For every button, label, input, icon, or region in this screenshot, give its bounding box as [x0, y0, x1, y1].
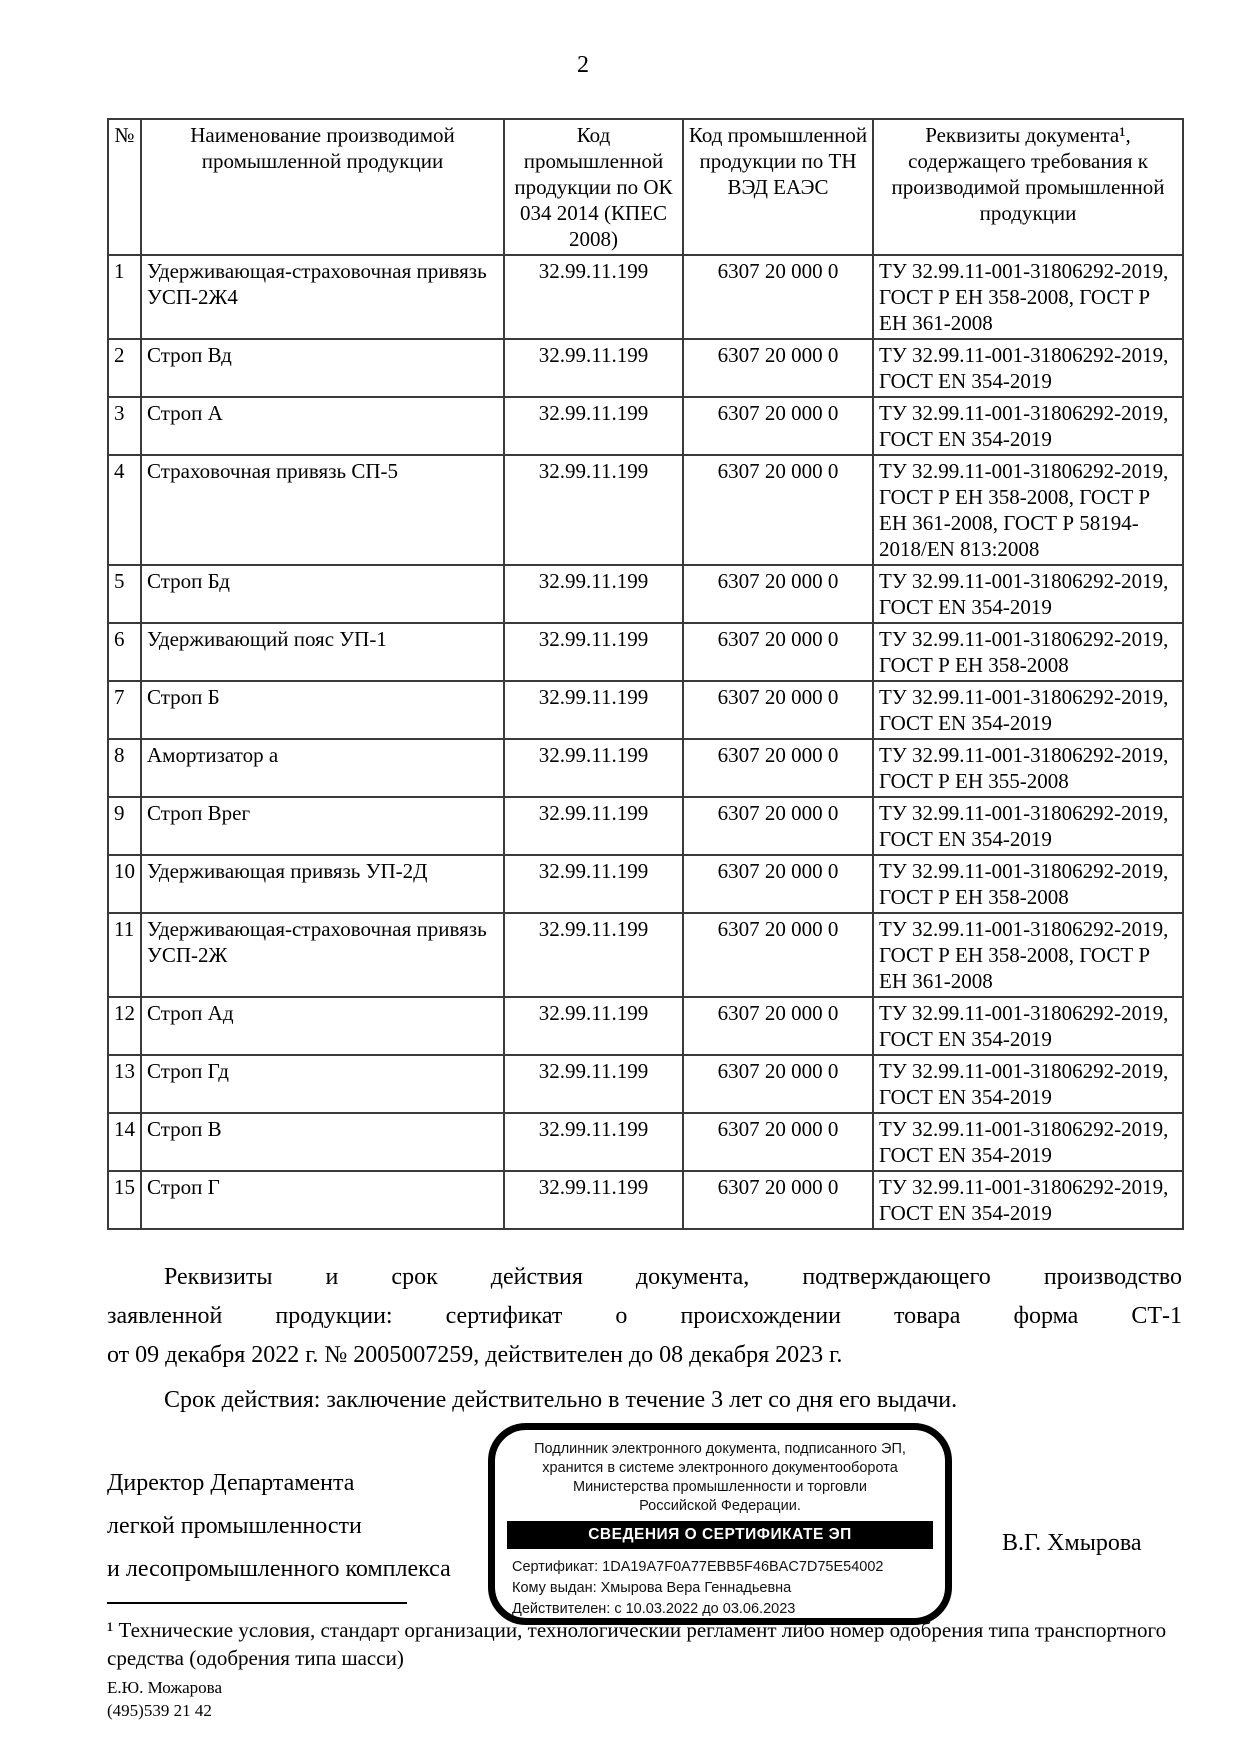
cell-code-okpd: 32.99.11.199	[504, 455, 683, 565]
table-header	[108, 119, 1183, 255]
cell-num: 12	[108, 997, 141, 1055]
director-title-line-1: Директор Департамента	[107, 1470, 355, 1496]
cell-code-tnved: 6307 20 000 0	[683, 739, 873, 797]
cell-name: Строп Г	[141, 1171, 504, 1229]
paragraph-certificate	[107, 1258, 1182, 1375]
page-number: 2	[577, 52, 589, 78]
cell-name: Строп А	[141, 397, 504, 455]
stamp-certificate-details	[512, 1557, 945, 1620]
cell-code-okpd: 32.99.11.199	[504, 339, 683, 397]
cell-requisites: ТУ 32.99.11-001-31806292-2019, ГОСТ Р ЕН 358-2008, ГОСТ Р ЕН 361-2008	[873, 913, 1183, 997]
cell-code-okpd: 32.99.11.199	[504, 681, 683, 739]
cell-code-okpd: 32.99.11.199	[504, 565, 683, 623]
cell-code-tnved: 6307 20 000 0	[683, 855, 873, 913]
stamp-certificate-details-line-2: Кому выдан: Хмырова Вера Геннадьевна	[512, 1580, 792, 1596]
cell-name: Удерживающая-страховочная привязь УСП-2Ж4	[141, 255, 504, 339]
cell-code-okpd: 32.99.11.199	[504, 255, 683, 339]
cell-num: 2	[108, 339, 141, 397]
cell-requisites: ТУ 32.99.11-001-31806292-2019, ГОСТ EN 354-2019	[873, 565, 1183, 623]
cell-num: 13	[108, 1055, 141, 1113]
stamp-header-text-line-3: Министерства промышленности и торговли	[573, 1479, 867, 1495]
cell-num: 11	[108, 913, 141, 997]
cell-requisites: ТУ 32.99.11-001-31806292-2019, ГОСТ EN 354-2019	[873, 397, 1183, 455]
cell-num: 10	[108, 855, 141, 913]
footnote-line-2: средства (одобрения типа шасси)	[107, 1646, 404, 1670]
director-title-line-2: легкой промышленности	[107, 1513, 362, 1539]
cell-requisites: ТУ 32.99.11-001-31806292-2019, ГОСТ EN 354-2019	[873, 1113, 1183, 1171]
cell-code-tnved: 6307 20 000 0	[683, 997, 873, 1055]
cell-num: 14	[108, 1113, 141, 1171]
contact-info-line-2: (495)539 21 42	[107, 1701, 212, 1720]
footnote-line-1: ¹ Технические условия, стандарт организации, технологический регламент либо номер одобрения типа транспортного	[107, 1618, 1167, 1642]
cell-name: Строп Гд	[141, 1055, 504, 1113]
stamp-header-text	[495, 1440, 945, 1516]
cell-requisites: ТУ 32.99.11-001-31806292-2019, ГОСТ Р ЕН 358-2008, ГОСТ Р ЕН 361-2008	[873, 255, 1183, 339]
cell-requisites: ТУ 32.99.11-001-31806292-2019, ГОСТ EN 354-2019	[873, 797, 1183, 855]
table-body	[108, 255, 1183, 1229]
stamp-certificate-details-line-3: Действителен: с 10.03.2022 до 03.06.2023	[512, 1601, 796, 1617]
footnote-separator	[107, 1602, 407, 1604]
director-title-line-3: и лесопромышленного комплекса	[107, 1556, 451, 1582]
cell-requisites: ТУ 32.99.11-001-31806292-2019, ГОСТ Р ЕН 358-2008, ГОСТ Р ЕН 361-2008, ГОСТ Р 58194-2018/EN 813:2008	[873, 455, 1183, 565]
cell-code-okpd: 32.99.11.199	[504, 623, 683, 681]
cell-num: 1	[108, 255, 141, 339]
cell-code-okpd: 32.99.11.199	[504, 997, 683, 1055]
cell-num: 15	[108, 1171, 141, 1229]
table-row	[108, 913, 1183, 997]
cell-requisites: ТУ 32.99.11-001-31806292-2019, ГОСТ Р ЕН 358-2008	[873, 623, 1183, 681]
products-table	[107, 118, 1184, 1230]
cell-name: Строп Вд	[141, 339, 504, 397]
cell-code-tnved: 6307 20 000 0	[683, 339, 873, 397]
cell-code-tnved: 6307 20 000 0	[683, 1055, 873, 1113]
cell-num: 3	[108, 397, 141, 455]
cell-name: Удерживающая-страховочная привязь УСП-2Ж	[141, 913, 504, 997]
cell-name: Амортизатор а	[141, 739, 504, 797]
cell-code-okpd: 32.99.11.199	[504, 1055, 683, 1113]
cell-code-tnved: 6307 20 000 0	[683, 623, 873, 681]
cell-requisites: ТУ 32.99.11-001-31806292-2019, ГОСТ EN 354-2019	[873, 339, 1183, 397]
paragraph-certificate-line-1: Реквизиты и срок действия документа, подтверждающего производство	[164, 1264, 1182, 1290]
stamp-certificate-details-line-1: Сертификат: 1DA19A7F0A77EBB5F46BAC7D75E54002	[512, 1559, 884, 1575]
table-row	[108, 397, 1183, 455]
cell-code-tnved: 6307 20 000 0	[683, 797, 873, 855]
contact-info	[107, 1676, 222, 1722]
stamp-header-text-line-4: Российской Федерации.	[639, 1498, 801, 1514]
cell-name: Строп Б	[141, 681, 504, 739]
cell-code-okpd: 32.99.11.199	[504, 855, 683, 913]
table-row	[108, 455, 1183, 565]
table-row	[108, 623, 1183, 681]
cell-code-tnved: 6307 20 000 0	[683, 681, 873, 739]
table-row	[108, 1171, 1183, 1229]
cell-requisites: ТУ 32.99.11-001-31806292-2019, ГОСТ EN 354-2019	[873, 1171, 1183, 1229]
cell-code-tnved: 6307 20 000 0	[683, 565, 873, 623]
cell-requisites: ТУ 32.99.11-001-31806292-2019, ГОСТ EN 354-2019	[873, 997, 1183, 1055]
header-requisites: Реквизиты документа¹, содержащего требования к производимой промышленной продукции	[873, 119, 1183, 255]
cell-name: Удерживающая привязь УП-2Д	[141, 855, 504, 913]
header-code-tnved: Код промышленной продукции по ТН ВЭД ЕАЭС	[683, 119, 873, 255]
cell-num: 5	[108, 565, 141, 623]
table-row	[108, 739, 1183, 797]
cell-requisites: ТУ 32.99.11-001-31806292-2019, ГОСТ Р ЕН 355-2008	[873, 739, 1183, 797]
stamp-header-text-line-1: Подлинник электронного документа, подписанного ЭП,	[534, 1441, 906, 1457]
signer-name: В.Г. Хмырова	[1002, 1530, 1142, 1556]
table-row	[108, 997, 1183, 1055]
paragraph-validity: Срок действия: заключение действительно в течение 3 лет со дня его выдачи.	[164, 1387, 958, 1413]
cell-code-tnved: 6307 20 000 0	[683, 913, 873, 997]
table-row	[108, 1055, 1183, 1113]
table-row	[108, 1113, 1183, 1171]
cell-num: 4	[108, 455, 141, 565]
cell-code-okpd: 32.99.11.199	[504, 913, 683, 997]
paragraph-certificate-line-3: от 09 декабря 2022 г. № 2005007259, действителен до 08 декабря 2023 г.	[107, 1342, 843, 1368]
stamp-certificate-banner: СВЕДЕНИЯ О СЕРТИФИКАТЕ ЭП	[507, 1521, 933, 1549]
cell-name: Строп Ад	[141, 997, 504, 1055]
cell-requisites: ТУ 32.99.11-001-31806292-2019, ГОСТ Р ЕН 358-2008	[873, 855, 1183, 913]
cell-num: 9	[108, 797, 141, 855]
cell-name: Строп Бд	[141, 565, 504, 623]
cell-code-tnved: 6307 20 000 0	[683, 1171, 873, 1229]
cell-num: 8	[108, 739, 141, 797]
header-num: №	[108, 119, 141, 255]
table-header-row	[108, 119, 1183, 255]
body-text	[107, 1258, 1182, 1420]
cell-name: Строп В	[141, 1113, 504, 1171]
table-row	[108, 565, 1183, 623]
electronic-signature-stamp	[488, 1423, 952, 1625]
cell-num: 7	[108, 681, 141, 739]
stamp-header-text-line-2: хранится в системе электронного документооборота	[542, 1460, 898, 1476]
table-row	[108, 855, 1183, 913]
table-row	[108, 797, 1183, 855]
cell-code-okpd: 32.99.11.199	[504, 739, 683, 797]
cell-num: 6	[108, 623, 141, 681]
table-row	[108, 255, 1183, 339]
cell-code-tnved: 6307 20 000 0	[683, 455, 873, 565]
cell-requisites: ТУ 32.99.11-001-31806292-2019, ГОСТ EN 354-2019	[873, 1055, 1183, 1113]
cell-code-okpd: 32.99.11.199	[504, 397, 683, 455]
cell-requisites: ТУ 32.99.11-001-31806292-2019, ГОСТ EN 354-2019	[873, 681, 1183, 739]
cell-name: Удерживающий пояс УП-1	[141, 623, 504, 681]
cell-code-tnved: 6307 20 000 0	[683, 1113, 873, 1171]
header-code-okpd: Код промышленной продукции по ОК 034 2014 (КПЕС 2008)	[504, 119, 683, 255]
cell-code-tnved: 6307 20 000 0	[683, 397, 873, 455]
table-row	[108, 339, 1183, 397]
cell-code-tnved: 6307 20 000 0	[683, 255, 873, 339]
cell-code-okpd: 32.99.11.199	[504, 1113, 683, 1171]
cell-name: Строп Врег	[141, 797, 504, 855]
paragraph-certificate-line-2: заявленной продукции: сертификат о происхождении товара форма СТ-1	[107, 1303, 1182, 1329]
cell-name: Страховочная привязь СП-5	[141, 455, 504, 565]
cell-code-okpd: 32.99.11.199	[504, 1171, 683, 1229]
director-title	[107, 1462, 451, 1591]
header-product-name: Наименование производимой промышленной продукции	[141, 119, 504, 255]
table-row	[108, 681, 1183, 739]
contact-info-line-1: Е.Ю. Можарова	[107, 1678, 223, 1697]
cell-code-okpd: 32.99.11.199	[504, 797, 683, 855]
